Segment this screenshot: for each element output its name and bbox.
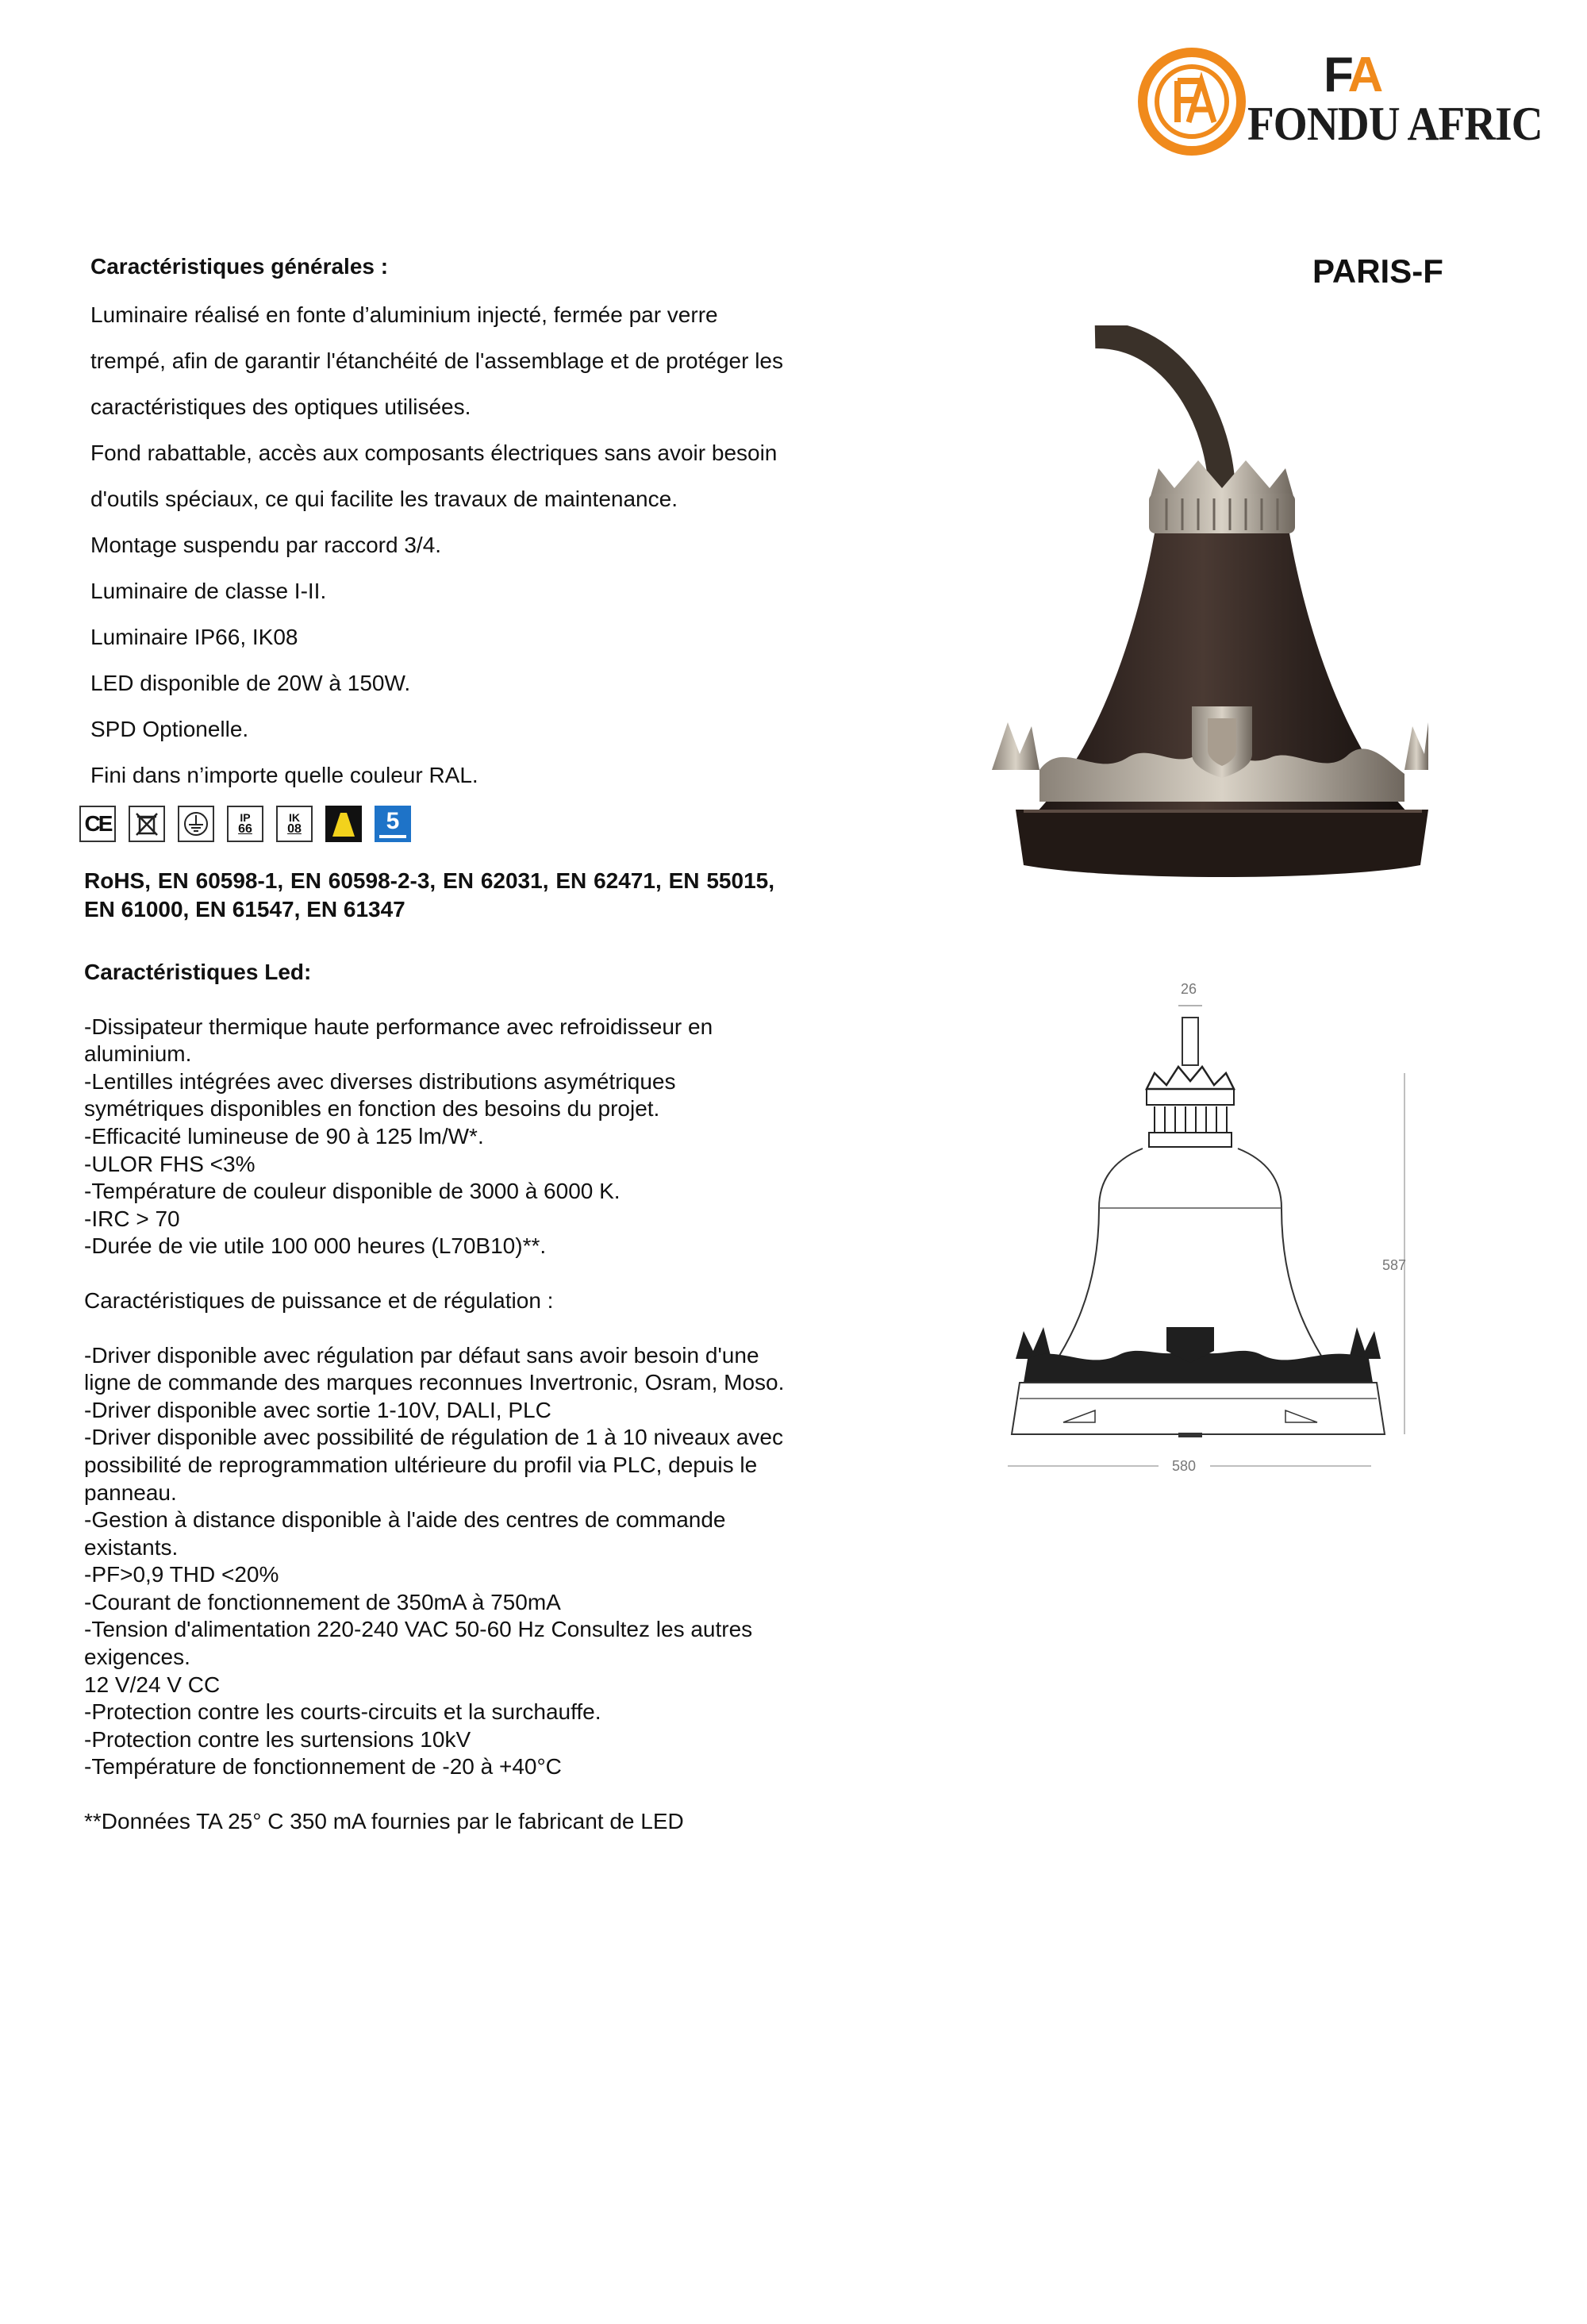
power-characteristics-title: Caractéristiques de puissance et de régulation : bbox=[84, 1287, 554, 1313]
power-characteristic-line: -Driver disponible avec sortie 1-10V, DALI, PLC bbox=[84, 1397, 551, 1422]
power-characteristics-list bbox=[84, 1342, 830, 1782]
product-photo bbox=[936, 325, 1428, 945]
certification-icons bbox=[79, 803, 411, 845]
light-distribution-icon bbox=[325, 806, 362, 842]
ik-value: 08 bbox=[287, 822, 302, 836]
led-characteristic-line: -IRC > 70 bbox=[84, 1206, 180, 1231]
power-characteristic-line: exigences. bbox=[84, 1645, 190, 1670]
power-characteristic-line: possibilité de reprogrammation ultérieure du profil via PLC, depuis le bbox=[84, 1452, 758, 1477]
general-characteristic-line: caractéristiques des optiques utilisées. bbox=[90, 394, 471, 419]
led-characteristic-line: -Efficacité lumineuse de 90 à 125 lm/W*. bbox=[84, 1123, 484, 1149]
general-characteristic-line: Montage suspendu par raccord 3/4. bbox=[90, 533, 442, 557]
general-characteristic-line: SPD Optionelle. bbox=[90, 717, 249, 741]
led-characteristic-line: -Dissipateur thermique haute performance avec refroidisseur en bbox=[84, 1014, 713, 1039]
technical-drawing bbox=[984, 970, 1428, 1541]
ik08-icon bbox=[276, 806, 313, 842]
ip66-icon bbox=[227, 806, 263, 842]
ce-mark-label: CE bbox=[84, 811, 111, 836]
power-characteristic-line: 12 V/24 V CC bbox=[84, 1672, 221, 1697]
logo-initial-f: F bbox=[1324, 48, 1348, 102]
power-characteristic-line: existants. bbox=[84, 1534, 179, 1560]
general-characteristic-line: Fond rabattable, accès aux composants électriques sans avoir besoin bbox=[90, 441, 778, 465]
led-characteristics bbox=[84, 959, 830, 1836]
fondu-afric-emblem-icon bbox=[1136, 46, 1247, 157]
product-title: PARIS-F bbox=[1312, 252, 1443, 290]
general-characteristic-line: Luminaire réalisé en fonte d’aluminium injecté, fermée par verre bbox=[90, 302, 718, 327]
power-characteristic-line: -Protection contre les surtensions 10kV bbox=[84, 1726, 471, 1752]
ip-label: IP bbox=[240, 811, 251, 824]
ce-mark-icon bbox=[79, 806, 116, 842]
dimension-top-label: 26 bbox=[1181, 981, 1197, 997]
logo-company-name: FONDU AFRIC bbox=[1247, 98, 1543, 150]
led-characteristic-line: -Lentilles intégrées avec diverses distributions asymétriques bbox=[84, 1068, 676, 1094]
general-characteristic-line: Luminaire de classe I-II. bbox=[90, 579, 327, 603]
warranty-years: 5 bbox=[386, 808, 400, 834]
power-characteristic-line: -Driver disponible avec régulation par défaut sans avoir besoin d'une bbox=[84, 1342, 759, 1368]
recycle-bin-icon bbox=[129, 806, 165, 842]
ik-label: IK bbox=[289, 811, 300, 824]
power-characteristic-line: -Gestion à distance disponible à l'aide des centres de commande bbox=[84, 1507, 726, 1533]
power-characteristic-line: -PF>0,9 THD <20% bbox=[84, 1562, 279, 1587]
power-characteristic-line: -Température de fonctionnement de -20 à +40°C bbox=[84, 1754, 562, 1780]
general-characteristics-list bbox=[90, 292, 836, 798]
general-characteristic-line: Fini dans n’importe quelle couleur RAL. bbox=[90, 763, 478, 787]
led-characteristic-line: aluminium. bbox=[84, 1041, 192, 1067]
led-characteristic-line: symétriques disponibles en fonction des besoins du projet. bbox=[84, 1096, 660, 1122]
standards-list: RoHS, EN 60598-1, EN 60598-2-3, EN 62031, EN 62471, EN 55015, EN 61000, EN 61547, EN 61347 bbox=[84, 868, 774, 922]
dimension-height-label: 587 bbox=[1382, 1257, 1407, 1273]
ground-symbol-icon bbox=[178, 806, 214, 842]
dimension-width-label: 580 bbox=[1172, 1458, 1197, 1474]
led-characteristic-line: -ULOR FHS <3% bbox=[84, 1151, 256, 1176]
power-characteristic-line: -Driver disponible avec possibilité de régulation de 1 à 10 niveaux avec bbox=[84, 1425, 783, 1450]
power-characteristic-line: -Tension d'alimentation 220-240 VAC 50-60 Hz Consultez les autres bbox=[84, 1617, 753, 1642]
general-characteristics-title: Caractéristiques générales : bbox=[90, 254, 389, 279]
logo-initial-a: A bbox=[1347, 48, 1381, 102]
general-characteristic-line: d'outils spéciaux, ce qui facilite les travaux de maintenance. bbox=[90, 487, 678, 511]
general-characteristics bbox=[90, 251, 836, 798]
power-characteristic-line: -Protection contre les courts-circuits et la surchauffe. bbox=[84, 1699, 601, 1725]
footnote: **Données TA 25° C 350 mA fournies par le fabricant de LED bbox=[84, 1809, 684, 1834]
led-characteristics-title: Caractéristiques Led: bbox=[84, 960, 312, 984]
general-characteristic-line: trempé, afin de garantir l'étanchéité de l'assemblage et de protéger les bbox=[90, 348, 783, 373]
logo-initials bbox=[1324, 48, 1381, 102]
general-characteristic-line: LED disponible de 20W à 150W. bbox=[90, 671, 411, 695]
led-characteristic-line: -Température de couleur disponible de 3000 à 6000 K. bbox=[84, 1179, 621, 1204]
led-characteristic-line: -Durée de vie utile 100 000 heures (L70B10)**. bbox=[84, 1233, 547, 1259]
company-logo bbox=[1136, 46, 1543, 157]
ip-value: 66 bbox=[238, 822, 252, 836]
power-characteristic-line: -Courant de fonctionnement de 350mA à 750mA bbox=[84, 1589, 561, 1614]
general-characteristic-line: Luminaire IP66, IK08 bbox=[90, 625, 298, 649]
power-characteristic-line: ligne de commande des marques reconnues Invertronic, Osram, Moso. bbox=[84, 1370, 785, 1395]
power-characteristic-line: panneau. bbox=[84, 1479, 177, 1505]
warranty-5-years-icon bbox=[375, 806, 411, 842]
led-characteristics-list bbox=[84, 1014, 830, 1260]
